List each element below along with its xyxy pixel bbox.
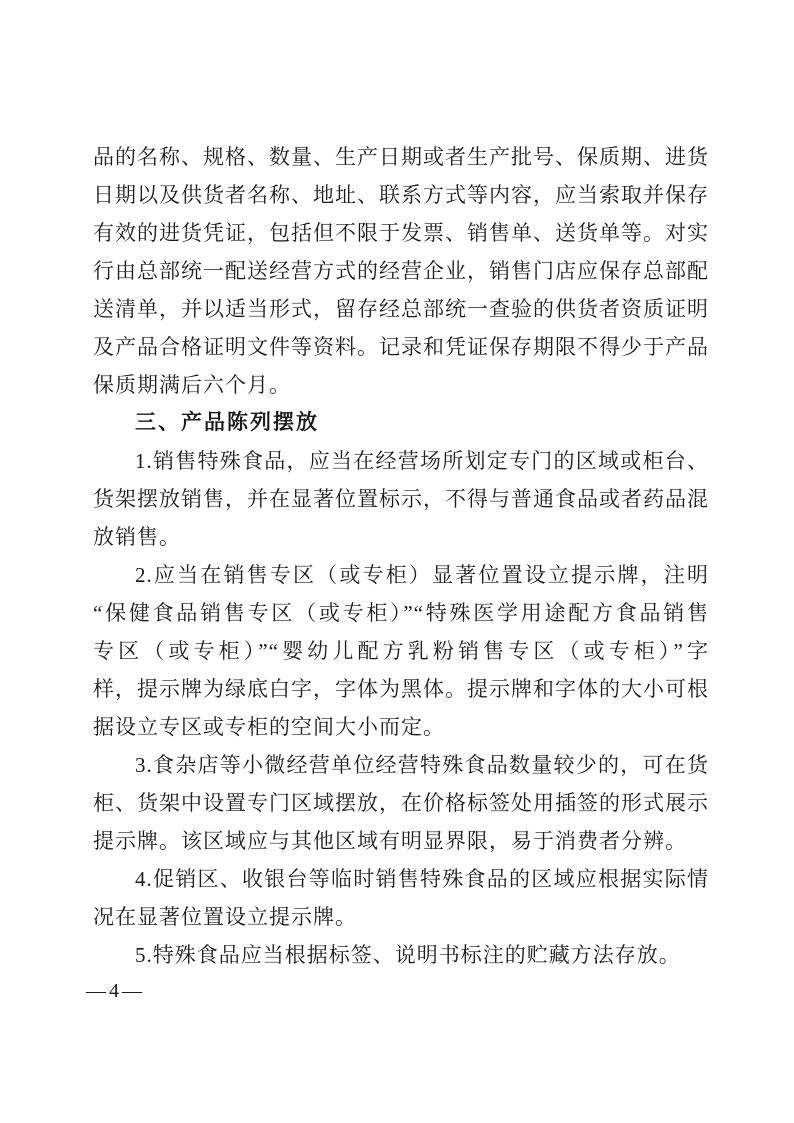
text-line: 据设立专区或专柜的空间大小而定。: [93, 715, 445, 739]
text-line: 日期以及供货者名称、地址、联系方式等内容，应当索取并保存: [93, 183, 709, 207]
text-line: 送清单，并以适当形式，留存经总部统一查验的供货者资质证明: [93, 297, 709, 321]
text-line: 4.促销区、收银台等临时销售特殊食品的区域应根据实际情: [135, 867, 709, 891]
paragraph: [93, 860, 709, 936]
paragraph: [93, 746, 709, 860]
paragraph: [93, 556, 709, 746]
text-line: 专区（或专柜）”“婴幼儿配方乳粉销售专区（或专柜）”字: [93, 639, 709, 663]
text-line: 况在显著位置设立提示牌。: [93, 905, 357, 929]
text-line: 5.特殊食品应当根据标签、说明书标注的贮藏方法存放。: [135, 943, 681, 967]
text-line: 有效的进货凭证，包括但不限于发票、销售单、送货单等。对实: [93, 221, 709, 245]
text-line: 保质期满后六个月。: [93, 373, 291, 397]
text-line: 及产品合格证明文件等资料。记录和凭证保存期限不得少于产品: [93, 335, 709, 359]
document-body: [93, 138, 709, 974]
paragraph: [93, 138, 709, 404]
text-line: 提示牌。该区域应与其他区域有明显界限，易于消费者分辨。: [93, 829, 687, 853]
paragraph: [93, 442, 709, 556]
text-line: 样，提示牌为绿底白字，字体为黑体。提示牌和字体的大小可根: [93, 677, 709, 701]
page-number: —4—: [86, 980, 145, 1002]
text-line: 柜、货架中设置专门区域摆放，在价格标签处用插签的形式展示: [93, 791, 709, 815]
heading-text: 三、产品陈列摆放: [135, 411, 319, 434]
text-line: “保健食品销售专区（或专柜）”“特殊医学用途配方食品销售: [93, 601, 709, 625]
text-line: 1.销售特殊食品，应当在经营场所划定专门的区域或柜台、: [135, 449, 709, 473]
text-line: 品的名称、规格、数量、生产日期或者生产批号、保质期、进货: [93, 145, 709, 169]
text-line: 3.食杂店等小微经营单位经营特殊食品数量较少的，可在货: [135, 753, 709, 777]
text-line: 货架摆放销售，并在显著位置标示，不得与普通食品或者药品混: [93, 487, 709, 511]
text-line: 行由总部统一配送经营方式的经营企业，销售门店应保存总部配: [93, 259, 709, 283]
text-line: 2.应当在销售专区（或专柜）显著位置设立提示牌，注明: [135, 563, 709, 587]
text-line: 放销售。: [93, 525, 181, 549]
paragraph: [93, 936, 709, 974]
section-heading: [93, 404, 709, 442]
